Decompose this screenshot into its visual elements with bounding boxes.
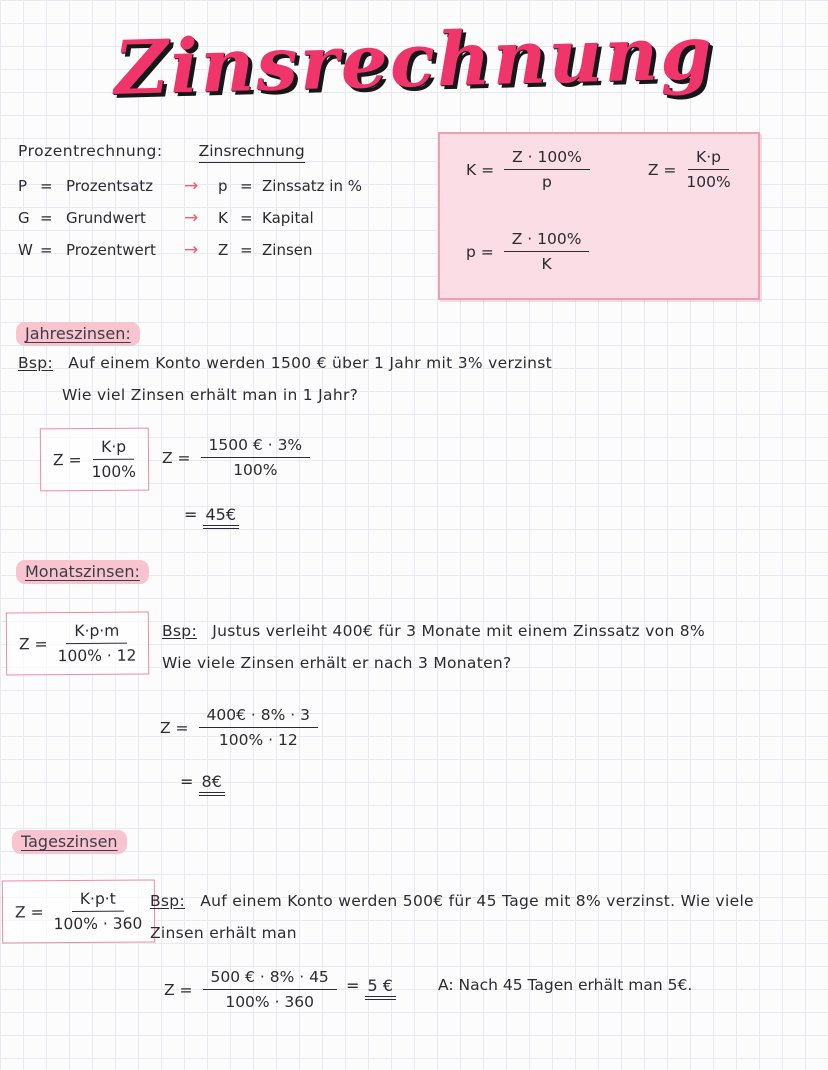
definitions-headings xyxy=(18,142,305,163)
section-heading-tageszinsen xyxy=(12,830,127,854)
formula-lhs: Z = xyxy=(52,450,82,469)
zinsrechnung-heading: Zinsrechnung xyxy=(199,142,305,163)
arrow-right-icon: → xyxy=(184,176,199,196)
formula-numerator: K·p·m xyxy=(66,622,127,644)
monatszinsen-formula-box xyxy=(6,612,150,676)
equals-sign: = xyxy=(240,177,253,195)
tageszinsen-result xyxy=(346,976,396,995)
calc-denominator: 100% · 360 xyxy=(225,993,315,1011)
tageszinsen-example-line1 xyxy=(150,892,754,910)
equals-sign: = xyxy=(40,209,53,227)
example-text: Auf einem Konto werden 1500 € über 1 Jahr mit 3% verzinst xyxy=(68,354,553,372)
calc-numerator: 1500 € · 3% xyxy=(201,436,311,458)
calc-numerator: 500 € · 8% · 45 xyxy=(203,968,337,990)
equals-sign: = xyxy=(240,209,253,227)
symbol-right: K xyxy=(218,209,228,227)
result-value: 8€ xyxy=(199,772,225,796)
symbol-right: Z xyxy=(218,241,229,259)
section-heading-monatszinsen xyxy=(16,560,149,584)
monatszinsen-calculation xyxy=(160,706,318,749)
definition-row xyxy=(18,240,362,260)
tageszinsen-answer: A: Nach 45 Tagen erhält man 5€. xyxy=(438,976,693,994)
calc-numerator: 400€ · 8% · 3 xyxy=(199,706,318,728)
jahreszinsen-calculation xyxy=(162,436,310,479)
symbol-right: p xyxy=(218,177,228,195)
tageszinsen-example-line2: Zinsen erhält man xyxy=(150,924,297,942)
definition-row xyxy=(18,208,362,228)
monatszinsen-example-line2: Wie viele Zinsen erhält er nach 3 Monaten? xyxy=(162,654,512,672)
z-formula xyxy=(648,148,731,191)
term-label: Zinssatz in % xyxy=(262,177,362,195)
tageszinsen-calculation xyxy=(164,968,337,1011)
tageszinsen-formula-box xyxy=(2,879,156,943)
result-equals: = xyxy=(180,772,194,791)
formula-denominator: 100% · 12 xyxy=(57,646,137,666)
equals-sign: = xyxy=(40,177,53,195)
equals-sign: = xyxy=(40,241,53,259)
calc-denominator: 100% xyxy=(233,461,278,479)
formula-lhs: Z = xyxy=(14,902,44,921)
bsp-label: Bsp: xyxy=(150,892,185,910)
example-text: Justus verleiht 400€ für 3 Monate mit einem Zinssatz von 8% xyxy=(212,622,705,640)
jahreszinsen-example-line2: Wie viel Zinsen erhält man in 1 Jahr? xyxy=(62,386,359,404)
example-text: Auf einem Konto werden 500€ für 45 Tage mit 8% verzinst. Wie viele xyxy=(200,892,754,910)
definitions-list xyxy=(18,176,362,260)
formula-numerator: K·p xyxy=(93,438,134,460)
equals-sign: = xyxy=(240,241,253,259)
calc-lhs: Z = xyxy=(164,980,193,999)
heading-label: Tageszinsen xyxy=(12,830,127,854)
section-heading-jahreszinsen xyxy=(16,322,140,346)
term-label: Kapital xyxy=(262,209,314,227)
prozentrechnung-heading: Prozentrechnung: xyxy=(18,142,163,160)
calc-denominator: 100% · 12 xyxy=(218,731,298,749)
calc-lhs: Z = xyxy=(162,448,191,467)
formula-numerator: Z · 100% xyxy=(504,230,590,252)
jahreszinsen-example-line1 xyxy=(18,354,552,372)
result-value: 5 € xyxy=(365,976,396,1000)
jahreszinsen-result xyxy=(184,505,239,524)
arrow-right-icon: → xyxy=(184,208,199,228)
formula-lhs: Z = xyxy=(647,160,677,179)
formula-numerator: K·p·t xyxy=(72,890,124,912)
term-label: Prozentwert xyxy=(66,241,156,259)
formula-denominator: 100% xyxy=(686,173,731,191)
definition-row xyxy=(18,176,362,196)
formula-numerator: Z · 100% xyxy=(504,148,590,170)
heading-label: Jahreszinsen: xyxy=(16,322,140,346)
monatszinsen-result xyxy=(180,772,225,791)
page-title: Zinsrechnung xyxy=(113,10,715,112)
bsp-label: Bsp: xyxy=(162,622,197,640)
bsp-label: Bsp: xyxy=(18,354,53,372)
heading-label: Monatszinsen: xyxy=(16,560,149,584)
term-label: Grundwert xyxy=(66,209,146,227)
formula-summary-box xyxy=(438,132,760,300)
formula-lhs: K = xyxy=(466,160,495,179)
symbol-left: W xyxy=(18,241,33,259)
result-equals: = xyxy=(346,976,360,995)
result-equals: = xyxy=(184,505,198,524)
result-value: 45€ xyxy=(203,505,240,529)
symbol-left: P xyxy=(18,177,28,195)
p-formula xyxy=(466,230,589,273)
k-formula xyxy=(466,148,590,191)
arrow-right-icon: → xyxy=(184,240,199,260)
monatszinsen-example-line1 xyxy=(162,622,705,640)
formula-denominator: 100% · 360 xyxy=(53,914,143,934)
formula-numerator: K·p xyxy=(688,148,729,170)
formula-lhs: p = xyxy=(466,242,494,261)
formula-lhs: Z = xyxy=(18,634,48,653)
calc-lhs: Z = xyxy=(160,718,189,737)
symbol-left: G xyxy=(18,209,30,227)
formula-denominator: 100% xyxy=(91,462,137,482)
term-label: Prozentsatz xyxy=(66,177,154,195)
jahreszinsen-formula-box xyxy=(40,428,149,492)
formula-denominator: p xyxy=(542,173,552,191)
term-label: Zinsen xyxy=(262,241,313,259)
formula-denominator: K xyxy=(541,255,552,273)
